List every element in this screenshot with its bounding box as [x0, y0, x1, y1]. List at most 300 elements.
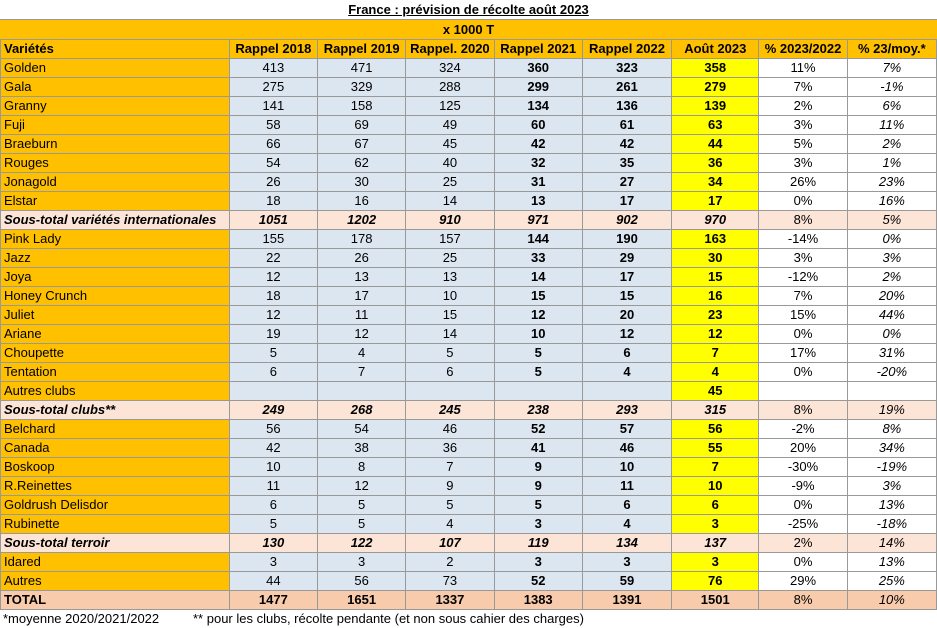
cell: 471: [318, 59, 406, 78]
cell: 67: [318, 135, 406, 154]
cell: 5: [318, 496, 406, 515]
cell: 7: [318, 363, 406, 382]
table-row: [1, 173, 937, 192]
cell: 14: [406, 192, 494, 211]
table-row: [1, 192, 937, 211]
cell: 1391: [582, 591, 671, 610]
cell: 910: [406, 211, 494, 230]
cell: 59: [582, 572, 671, 591]
unit-label: x 1000 T: [0, 19, 937, 39]
cell: 16: [672, 287, 759, 306]
cell: 245: [406, 401, 494, 420]
cell: 17: [582, 268, 671, 287]
cell: 268: [318, 401, 406, 420]
cell: 30: [318, 173, 406, 192]
cell: 12: [318, 325, 406, 344]
variety-name: Joya: [1, 268, 230, 287]
variety-name: Sous-total terroir: [1, 534, 230, 553]
cell: 23: [672, 306, 759, 325]
cell: 8%: [759, 591, 847, 610]
cell: 15: [582, 287, 671, 306]
cell: 54: [229, 154, 317, 173]
cell: 157: [406, 230, 494, 249]
cell: 10: [672, 477, 759, 496]
cell: 34: [672, 173, 759, 192]
cell: 26: [318, 249, 406, 268]
cell: 7%: [759, 78, 847, 97]
cell: 299: [494, 78, 582, 97]
cell: 27: [582, 173, 671, 192]
variety-name: Sous-total variétés internationales: [1, 211, 230, 230]
harvest-table: [0, 39, 937, 610]
table-row: [1, 477, 937, 496]
cell: 2%: [759, 534, 847, 553]
cell: 25: [406, 249, 494, 268]
table-row: [1, 553, 937, 572]
subtotal-row: [1, 534, 937, 553]
cell: 25: [406, 173, 494, 192]
variety-name: Braeburn: [1, 135, 230, 154]
cell: 0%: [759, 192, 847, 211]
cell: 52: [494, 420, 582, 439]
cell: 190: [582, 230, 671, 249]
cell: 1383: [494, 591, 582, 610]
variety-name: Honey Crunch: [1, 287, 230, 306]
variety-name: Canada: [1, 439, 230, 458]
footnotes: [0, 610, 937, 628]
cell: 20: [582, 306, 671, 325]
cell: 6: [229, 363, 317, 382]
cell: -1%: [847, 78, 936, 97]
cell: -14%: [759, 230, 847, 249]
variety-name: Gala: [1, 78, 230, 97]
cell: 5: [494, 344, 582, 363]
column-header: Rappel 2021: [494, 40, 582, 59]
cell: 5%: [759, 135, 847, 154]
cell: 3: [582, 553, 671, 572]
cell: 14%: [847, 534, 936, 553]
variety-name: Jonagold: [1, 173, 230, 192]
cell: 7%: [847, 59, 936, 78]
cell: [318, 382, 406, 401]
cell: 26: [229, 173, 317, 192]
cell: [582, 382, 671, 401]
cell: 4: [406, 515, 494, 534]
variety-name: Idared: [1, 553, 230, 572]
column-header: Variétés: [1, 40, 230, 59]
cell: 18: [229, 192, 317, 211]
cell: 44: [229, 572, 317, 591]
table-row: [1, 572, 937, 591]
variety-name: Rouges: [1, 154, 230, 173]
table-row: [1, 458, 937, 477]
cell: 15: [406, 306, 494, 325]
cell: 31%: [847, 344, 936, 363]
cell: 5: [494, 496, 582, 515]
cell: 971: [494, 211, 582, 230]
cell: 56: [672, 420, 759, 439]
cell: 6: [406, 363, 494, 382]
cell: 19%: [847, 401, 936, 420]
cell: 12: [582, 325, 671, 344]
cell: 13: [406, 268, 494, 287]
cell: [229, 382, 317, 401]
cell: 42: [229, 439, 317, 458]
cell: 0%: [759, 553, 847, 572]
cell: 33: [494, 249, 582, 268]
variety-name: TOTAL: [1, 591, 230, 610]
subtotal-row: [1, 401, 937, 420]
cell: 249: [229, 401, 317, 420]
cell: 11%: [759, 59, 847, 78]
cell: 2%: [759, 97, 847, 116]
cell: 119: [494, 534, 582, 553]
variety-name: Elstar: [1, 192, 230, 211]
cell: 36: [672, 154, 759, 173]
cell: 42: [494, 135, 582, 154]
cell: 279: [672, 78, 759, 97]
cell: 1%: [847, 154, 936, 173]
cell: 7: [672, 458, 759, 477]
cell: 13: [318, 268, 406, 287]
cell: 29%: [759, 572, 847, 591]
variety-name: Golden: [1, 59, 230, 78]
cell: 3: [494, 553, 582, 572]
cell: 7: [672, 344, 759, 363]
table-row: [1, 287, 937, 306]
cell: 3%: [847, 477, 936, 496]
cell: 31: [494, 173, 582, 192]
cell: 46: [406, 420, 494, 439]
cell: 11: [582, 477, 671, 496]
cell: 5: [229, 344, 317, 363]
footnote-average: *moyenne 2020/2021/2022: [3, 611, 160, 626]
table-row: [1, 135, 937, 154]
cell: 3: [494, 515, 582, 534]
cell: 3: [672, 553, 759, 572]
table-row: [1, 268, 937, 287]
cell: 238: [494, 401, 582, 420]
cell: 57: [582, 420, 671, 439]
cell: 11: [318, 306, 406, 325]
cell: 8%: [759, 211, 847, 230]
table-row: [1, 325, 937, 344]
cell: 44%: [847, 306, 936, 325]
cell: 20%: [847, 287, 936, 306]
cell: 134: [582, 534, 671, 553]
table-row: [1, 363, 937, 382]
cell: 1051: [229, 211, 317, 230]
cell: 23%: [847, 173, 936, 192]
subtotal-row: [1, 211, 937, 230]
variety-name: Goldrush Delisdor: [1, 496, 230, 515]
table-row: [1, 420, 937, 439]
cell: 139: [672, 97, 759, 116]
cell: 324: [406, 59, 494, 78]
column-header: % 23/moy.*: [847, 40, 936, 59]
cell: 12: [494, 306, 582, 325]
cell: 3%: [759, 249, 847, 268]
cell: -19%: [847, 458, 936, 477]
cell: 0%: [759, 496, 847, 515]
cell: 42: [582, 135, 671, 154]
cell: 15: [494, 287, 582, 306]
cell: 13%: [847, 496, 936, 515]
cell: 8%: [847, 420, 936, 439]
cell: 413: [229, 59, 317, 78]
variety-name: Juliet: [1, 306, 230, 325]
footnote-clubs: ** pour les clubs, récolte pendante (et non sous cahier des charges): [193, 611, 584, 626]
cell: 130: [229, 534, 317, 553]
cell: 12: [672, 325, 759, 344]
cell: 125: [406, 97, 494, 116]
variety-name: Tentation: [1, 363, 230, 382]
cell: 76: [672, 572, 759, 591]
cell: 17: [582, 192, 671, 211]
cell: 61: [582, 116, 671, 135]
cell: 4: [318, 344, 406, 363]
cell: 137: [672, 534, 759, 553]
cell: 52: [494, 572, 582, 591]
cell: 17%: [759, 344, 847, 363]
cell: 9: [406, 477, 494, 496]
cell: 7%: [759, 287, 847, 306]
cell: 4: [672, 363, 759, 382]
column-header: % 2023/2022: [759, 40, 847, 59]
cell: 5: [406, 496, 494, 515]
cell: 16: [318, 192, 406, 211]
cell: 56: [318, 572, 406, 591]
cell: 60: [494, 116, 582, 135]
cell: 15%: [759, 306, 847, 325]
cell: 11%: [847, 116, 936, 135]
cell: 1501: [672, 591, 759, 610]
cell: 36: [406, 439, 494, 458]
variety-name: Belchard: [1, 420, 230, 439]
cell: 6: [672, 496, 759, 515]
cell: 10: [229, 458, 317, 477]
cell: 3: [229, 553, 317, 572]
total-row: [1, 591, 937, 610]
cell: 275: [229, 78, 317, 97]
cell: 1651: [318, 591, 406, 610]
column-header: Rappel. 2020: [406, 40, 494, 59]
cell: 12: [229, 268, 317, 287]
cell: 73: [406, 572, 494, 591]
cell: 10: [494, 325, 582, 344]
column-header: Rappel 2019: [318, 40, 406, 59]
cell: 54: [318, 420, 406, 439]
cell: 144: [494, 230, 582, 249]
cell: 19: [229, 325, 317, 344]
cell: 13%: [847, 553, 936, 572]
column-header: Rappel 2018: [229, 40, 317, 59]
cell: 141: [229, 97, 317, 116]
cell: 1337: [406, 591, 494, 610]
cell: 293: [582, 401, 671, 420]
cell: 45: [406, 135, 494, 154]
cell: 8%: [759, 401, 847, 420]
cell: 8: [318, 458, 406, 477]
cell: 7: [406, 458, 494, 477]
cell: [759, 382, 847, 401]
cell: 261: [582, 78, 671, 97]
variety-name: R.Reinettes: [1, 477, 230, 496]
variety-name: Ariane: [1, 325, 230, 344]
cell: 902: [582, 211, 671, 230]
cell: 45: [672, 382, 759, 401]
cell: 0%: [847, 325, 936, 344]
cell: 5: [229, 515, 317, 534]
cell: 2%: [847, 268, 936, 287]
table-row: [1, 116, 937, 135]
cell: 14: [406, 325, 494, 344]
variety-name: Sous-total clubs**: [1, 401, 230, 420]
header-row: [1, 40, 937, 59]
cell: 5: [406, 344, 494, 363]
cell: 315: [672, 401, 759, 420]
cell: 136: [582, 97, 671, 116]
cell: 0%: [759, 325, 847, 344]
column-header: Août 2023: [672, 40, 759, 59]
cell: 30: [672, 249, 759, 268]
variety-name: Autres: [1, 572, 230, 591]
cell: 329: [318, 78, 406, 97]
sheet-title: France : prévision de récolte août 2023: [348, 2, 589, 17]
cell: 6: [582, 344, 671, 363]
cell: 56: [229, 420, 317, 439]
cell: 16%: [847, 192, 936, 211]
variety-name: Boskoop: [1, 458, 230, 477]
cell: -18%: [847, 515, 936, 534]
cell: 14: [494, 268, 582, 287]
cell: 0%: [847, 230, 936, 249]
table-row: [1, 59, 937, 78]
cell: 323: [582, 59, 671, 78]
cell: -30%: [759, 458, 847, 477]
cell: 10: [406, 287, 494, 306]
cell: 288: [406, 78, 494, 97]
cell: 9: [494, 477, 582, 496]
cell: 15: [672, 268, 759, 287]
cell: 29: [582, 249, 671, 268]
cell: 3: [318, 553, 406, 572]
variety-name: Jazz: [1, 249, 230, 268]
cell: 2%: [847, 135, 936, 154]
cell: 3%: [759, 116, 847, 135]
variety-name: Rubinette: [1, 515, 230, 534]
cell: 69: [318, 116, 406, 135]
cell: 11: [229, 477, 317, 496]
cell: 34%: [847, 439, 936, 458]
cell: 63: [672, 116, 759, 135]
table-row: [1, 154, 937, 173]
table-row: [1, 230, 937, 249]
cell: 12: [318, 477, 406, 496]
cell: -2%: [759, 420, 847, 439]
cell: 41: [494, 439, 582, 458]
cell: 5: [494, 363, 582, 382]
cell: 9: [494, 458, 582, 477]
cell: 107: [406, 534, 494, 553]
cell: 38: [318, 439, 406, 458]
cell: 55: [672, 439, 759, 458]
cell: 134: [494, 97, 582, 116]
cell: 58: [229, 116, 317, 135]
cell: 26%: [759, 173, 847, 192]
cell: 163: [672, 230, 759, 249]
table-row: [1, 382, 937, 401]
cell: 158: [318, 97, 406, 116]
table-row: [1, 344, 937, 363]
cell: 5: [318, 515, 406, 534]
cell: 122: [318, 534, 406, 553]
cell: 178: [318, 230, 406, 249]
cell: 18: [229, 287, 317, 306]
cell: 358: [672, 59, 759, 78]
cell: -12%: [759, 268, 847, 287]
table-row: [1, 97, 937, 116]
cell: 17: [318, 287, 406, 306]
cell: 6: [229, 496, 317, 515]
cell: 4: [582, 363, 671, 382]
cell: 17: [672, 192, 759, 211]
cell: 2: [406, 553, 494, 572]
cell: [847, 382, 936, 401]
variety-name: Fuji: [1, 116, 230, 135]
cell: 49: [406, 116, 494, 135]
table-row: [1, 249, 937, 268]
cell: 44: [672, 135, 759, 154]
table-row: [1, 78, 937, 97]
cell: 155: [229, 230, 317, 249]
cell: 3%: [847, 249, 936, 268]
cell: 22: [229, 249, 317, 268]
cell: 1202: [318, 211, 406, 230]
cell: 3%: [759, 154, 847, 173]
table-row: [1, 496, 937, 515]
cell: 12: [229, 306, 317, 325]
variety-name: Pink Lady: [1, 230, 230, 249]
cell: -20%: [847, 363, 936, 382]
cell: 20%: [759, 439, 847, 458]
cell: 25%: [847, 572, 936, 591]
column-header: Rappel 2022: [582, 40, 671, 59]
cell: 10%: [847, 591, 936, 610]
variety-name: Autres clubs: [1, 382, 230, 401]
variety-name: Choupette: [1, 344, 230, 363]
variety-name: Granny: [1, 97, 230, 116]
cell: 6: [582, 496, 671, 515]
cell: 32: [494, 154, 582, 173]
table-row: [1, 515, 937, 534]
cell: 40: [406, 154, 494, 173]
cell: 4: [582, 515, 671, 534]
cell: 0%: [759, 363, 847, 382]
cell: 66: [229, 135, 317, 154]
cell: [494, 382, 582, 401]
cell: 970: [672, 211, 759, 230]
cell: 13: [494, 192, 582, 211]
cell: [406, 382, 494, 401]
cell: 360: [494, 59, 582, 78]
cell: 46: [582, 439, 671, 458]
table-row: [1, 439, 937, 458]
cell: 5%: [847, 211, 936, 230]
cell: 1477: [229, 591, 317, 610]
cell: -25%: [759, 515, 847, 534]
cell: 62: [318, 154, 406, 173]
